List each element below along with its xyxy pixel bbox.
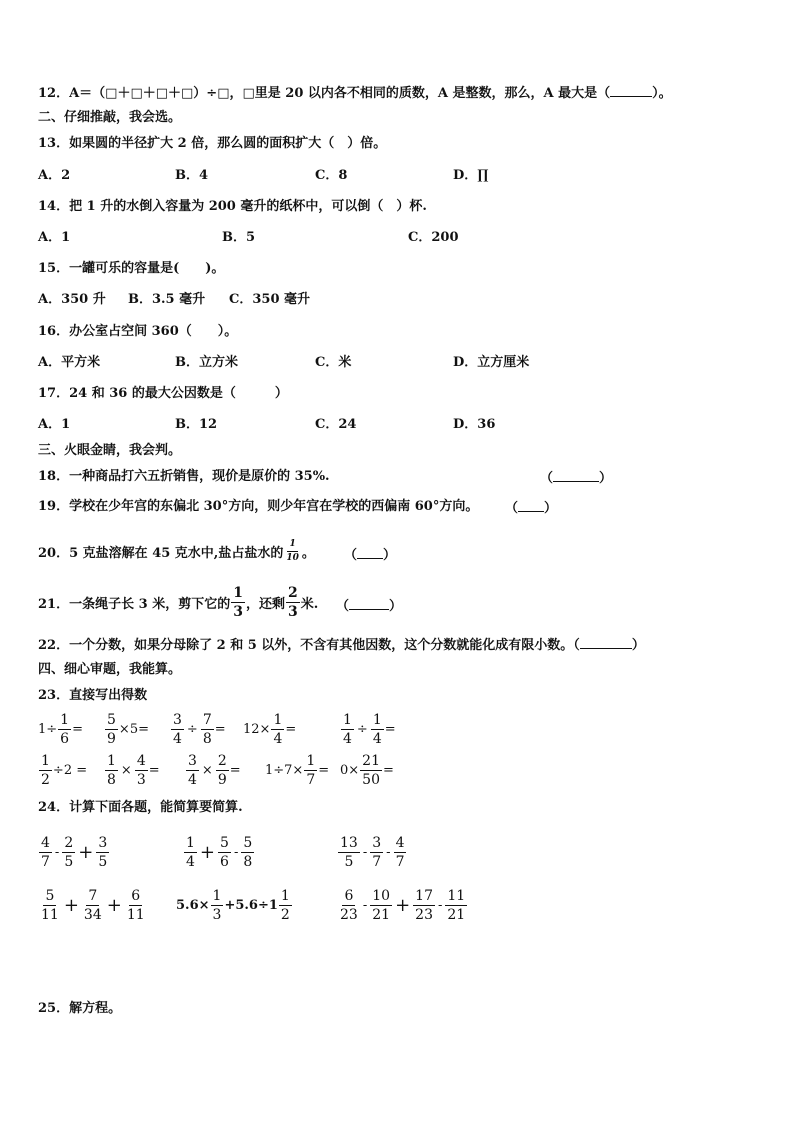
- numerator: 1: [233, 585, 243, 601]
- expr-text: 5.6×: [176, 898, 210, 913]
- numerator: 2: [287, 585, 298, 601]
- numerator: 5: [45, 888, 55, 904]
- expr-text: =: [214, 722, 226, 737]
- fraction: [445, 889, 467, 922]
- operator: ×: [120, 763, 132, 778]
- denominator: 4: [372, 731, 382, 747]
- fraction: [370, 836, 383, 869]
- numerator: 6: [131, 888, 141, 904]
- denominator: 34: [83, 907, 102, 923]
- fraction: [284, 540, 301, 563]
- denominator: 50: [362, 772, 380, 788]
- question-12-end: ）。: [652, 86, 672, 101]
- option-c[interactable]: C．24: [315, 417, 357, 432]
- denominator: 2: [280, 907, 290, 923]
- denominator: 3: [136, 772, 146, 788]
- denominator: 4: [173, 731, 182, 747]
- numerator: 13: [340, 835, 358, 851]
- question-15: 15．一罐可乐的容量是( )。: [38, 261, 225, 276]
- section-3-heading: 三、火眼金睛，我会判。: [38, 443, 182, 458]
- numerator: 7: [202, 712, 212, 728]
- denominator: 4: [343, 731, 352, 747]
- question-12-text: 12．A＝（□＋□＋□＋□）÷□，□里是 20 以内各不相同的质数，A 是整数，那么，A 最大是（: [38, 86, 611, 101]
- expr-text: =: [318, 763, 330, 778]
- calc-expression: [243, 713, 296, 746]
- fraction: [105, 754, 118, 787]
- fraction: [241, 836, 254, 869]
- calc-expression: [176, 889, 293, 922]
- paren-left: （: [336, 599, 350, 614]
- calc-expression: [104, 754, 160, 787]
- fraction: [82, 889, 104, 922]
- expr-text: 12×: [243, 722, 271, 737]
- numerator: 1: [212, 888, 222, 904]
- numerator: 1: [343, 712, 352, 728]
- option-a[interactable]: A．1: [38, 417, 71, 432]
- numerator: 4: [395, 835, 405, 851]
- question-14: 14．把 1 升的水倒入容量为 200 毫升的纸杯中，可以倒（ ）杯.: [38, 199, 427, 214]
- calc-expression: [340, 754, 394, 787]
- denominator: 23: [415, 907, 433, 923]
- denominator: 3: [287, 604, 298, 620]
- paren-left: （: [573, 638, 580, 653]
- denominator: 7: [395, 854, 405, 870]
- fraction: [186, 754, 199, 787]
- denominator: 21: [447, 907, 466, 923]
- calc-expression: [38, 754, 87, 787]
- expr-text: 1÷7×: [265, 763, 304, 778]
- fraction: [231, 586, 245, 619]
- numerator: 11: [447, 888, 466, 904]
- expr-text: =: [72, 722, 83, 737]
- denominator: 23: [340, 907, 358, 923]
- paren-left: （: [540, 471, 554, 486]
- numerator: 3: [372, 835, 382, 851]
- fraction: [96, 836, 109, 869]
- fraction: [271, 713, 284, 746]
- calc-expression: [38, 836, 110, 869]
- fraction: [125, 889, 147, 922]
- calc-expression: [104, 713, 149, 746]
- numerator: 1: [287, 540, 297, 552]
- numerator: 3: [98, 835, 108, 851]
- expr-text: ÷2 =: [52, 763, 88, 778]
- denominator: 2: [41, 772, 50, 788]
- question-25: 25．解方程。: [38, 1001, 122, 1016]
- fraction: [184, 836, 197, 869]
- calc-expression: [38, 889, 148, 922]
- fraction: [338, 889, 360, 922]
- paren-right: ）: [631, 638, 645, 653]
- fraction: [371, 713, 384, 746]
- fraction: [286, 586, 300, 619]
- fraction: [413, 889, 435, 922]
- denominator: 11: [126, 907, 145, 923]
- denominator: 7: [41, 854, 50, 870]
- fraction: [105, 713, 118, 746]
- numerator: 1: [306, 753, 316, 769]
- numerator: 1: [186, 835, 195, 851]
- fraction: [338, 836, 360, 869]
- option-c[interactable]: C．8: [315, 168, 348, 183]
- section-2-heading: 二、仔细推敲，我会选。: [38, 110, 182, 125]
- numerator: 6: [344, 888, 354, 904]
- operator: +: [106, 895, 122, 916]
- option-d[interactable]: D．∏: [453, 168, 489, 183]
- denominator: 11: [41, 907, 59, 923]
- operator: -: [386, 845, 391, 860]
- denominator: 9: [217, 772, 227, 788]
- paren-right: ）: [383, 548, 397, 563]
- option-b[interactable]: B．5: [222, 230, 256, 245]
- question-12: [38, 84, 672, 102]
- denominator: 21: [372, 907, 391, 923]
- expr-text: =: [148, 763, 160, 778]
- answer-paren[interactable]: [505, 499, 557, 517]
- fraction: [341, 713, 354, 746]
- numerator: 1: [273, 712, 283, 728]
- expr-text: 0×: [340, 763, 360, 778]
- numerator: 2: [217, 753, 227, 769]
- expr-text: =: [384, 722, 396, 737]
- question-23: 23．直接写出得数: [38, 688, 148, 703]
- fraction: [171, 713, 184, 746]
- question-19: 19．学校在少年宫的东偏北 30°方向，则少年宫在学校的西偏南 60°方向。: [38, 499, 479, 514]
- denominator: 7: [306, 772, 316, 788]
- numerator: 4: [136, 753, 146, 769]
- numerator: 1: [60, 712, 70, 728]
- denominator: 8: [243, 854, 253, 870]
- calc-expression: [183, 836, 255, 869]
- denominator: 9: [107, 731, 116, 747]
- denominator: 6: [220, 854, 229, 870]
- option-d[interactable]: D．立方厘米: [453, 355, 530, 370]
- option-b[interactable]: B．12: [175, 417, 218, 432]
- numerator: 5: [243, 835, 253, 851]
- operator: ÷: [186, 722, 198, 737]
- expr-text: =: [383, 763, 394, 778]
- answer-blank[interactable]: [349, 597, 389, 610]
- question-24: 24．计算下面各题，能简算要简算.: [38, 800, 243, 815]
- fraction: [39, 754, 52, 787]
- question-21-text: ，还剩: [245, 597, 285, 612]
- denominator: 5: [344, 854, 354, 870]
- question-18: 18．一种商品打六五折销售，现价是原价的 35%.: [38, 469, 330, 484]
- question-21-text: 米.: [300, 597, 319, 612]
- question-20-text: 20．5 克盐溶解在 45 克水中,盐占盐水的: [38, 546, 284, 561]
- question-22-text: 22．一个分数，如果分母除了 2 和 5 以外，不含有其他因数，这个分数就能化成有限小数。: [38, 638, 574, 653]
- numerator: 2: [64, 835, 74, 851]
- operator: -: [54, 845, 60, 860]
- question-20: [38, 540, 315, 563]
- numerator: 5: [220, 835, 229, 851]
- fraction: [201, 713, 214, 746]
- answer-blank[interactable]: [518, 499, 544, 512]
- denominator: 5: [98, 854, 108, 870]
- fraction: [304, 754, 317, 787]
- numerator: 1: [280, 888, 290, 904]
- answer-paren[interactable]: [344, 546, 396, 564]
- fraction: [360, 754, 382, 787]
- option-b[interactable]: B．3.5 毫升: [128, 292, 206, 307]
- operator: +: [63, 895, 79, 916]
- calc-expression: [185, 754, 241, 787]
- option-a[interactable]: A．平方米: [38, 355, 101, 370]
- question-17: 17．24 和 36 的最大公因数是（ ）: [38, 386, 288, 401]
- expr-text: ×5=: [118, 722, 149, 737]
- operator: -: [437, 898, 443, 913]
- denominator: 4: [186, 854, 195, 870]
- numerator: 1: [107, 753, 116, 769]
- operator: -: [362, 845, 368, 860]
- expr-text: =: [285, 722, 297, 737]
- operator: +: [395, 895, 411, 916]
- option-a[interactable]: A．350 升: [38, 292, 106, 307]
- operator: -: [233, 845, 239, 860]
- option-b[interactable]: B．4: [175, 168, 209, 183]
- numerator: 10: [372, 888, 391, 904]
- calc-expression: [337, 836, 407, 869]
- operator: ×: [201, 763, 213, 778]
- fraction: [58, 713, 71, 746]
- option-c[interactable]: C．350 毫升: [229, 292, 311, 307]
- fraction: [39, 889, 61, 922]
- operator: +: [78, 842, 94, 863]
- fraction: [394, 836, 407, 869]
- option-b[interactable]: B．立方米: [175, 355, 238, 370]
- denominator: 3: [233, 604, 243, 620]
- denominator: 4: [273, 731, 283, 747]
- paren-right: ）: [544, 501, 558, 516]
- numerator: 3: [173, 712, 182, 728]
- expr-text: +5.6÷1: [224, 898, 278, 913]
- question-21: [38, 586, 318, 619]
- calc-expression: [170, 713, 226, 746]
- option-c[interactable]: C．米: [315, 355, 352, 370]
- calc-expression: [265, 754, 329, 787]
- option-d[interactable]: D．36: [453, 417, 496, 432]
- paren-left: （: [344, 548, 358, 563]
- denominator: 8: [202, 731, 212, 747]
- numerator: 21: [362, 753, 380, 769]
- fraction: [135, 754, 148, 787]
- numerator: 3: [188, 753, 197, 769]
- numerator: 1: [41, 753, 50, 769]
- numerator: 17: [415, 888, 433, 904]
- answer-blank[interactable]: [357, 546, 383, 559]
- denominator: 3: [212, 907, 222, 923]
- denominator: 10: [286, 553, 299, 563]
- expr-text: 1÷: [38, 722, 58, 737]
- option-a[interactable]: A．1: [38, 230, 71, 245]
- paren-right: ）: [389, 599, 403, 614]
- denominator: 7: [372, 854, 382, 870]
- answer-blank[interactable]: [553, 469, 599, 482]
- paren-right: ）: [599, 471, 613, 486]
- paren-left: （: [505, 501, 519, 516]
- fraction: [218, 836, 231, 869]
- fraction: [39, 836, 52, 869]
- denominator: 6: [60, 731, 70, 747]
- question-21-text: 21．一条绳子长 3 米，剪下它的: [38, 597, 231, 612]
- denominator: 5: [64, 854, 74, 870]
- section-4-heading: 四、细心审题，我能算。: [38, 662, 182, 677]
- question-20-end: 。: [301, 546, 315, 561]
- fraction: [62, 836, 75, 869]
- question-16: 16．办公室占空间 360（ ）。: [38, 324, 238, 339]
- question-22: [38, 636, 645, 654]
- operator: ÷: [356, 722, 368, 737]
- fraction: [216, 754, 229, 787]
- denominator: 8: [107, 772, 116, 788]
- expr-text: =: [229, 763, 241, 778]
- fraction: [211, 889, 224, 922]
- answer-paren[interactable]: [540, 469, 612, 487]
- answer-blank[interactable]: [610, 84, 652, 97]
- numerator: 7: [88, 888, 98, 904]
- calc-expression: [340, 713, 396, 746]
- numerator: 4: [41, 835, 50, 851]
- fraction: [370, 889, 392, 922]
- question-13: 13．如果圆的半径扩大 2 倍，那么圆的面积扩大（ ）倍。: [38, 136, 387, 151]
- answer-paren[interactable]: [336, 597, 402, 615]
- numerator: 1: [372, 712, 382, 728]
- calc-expression: [337, 889, 468, 922]
- option-c[interactable]: C．200: [408, 230, 459, 245]
- operator: +: [199, 842, 216, 863]
- fraction: [279, 889, 292, 922]
- operator: -: [362, 898, 368, 913]
- answer-blank[interactable]: [580, 636, 632, 649]
- option-a[interactable]: A．2: [38, 168, 71, 183]
- denominator: 4: [188, 772, 197, 788]
- calc-expression: [38, 713, 83, 746]
- numerator: 5: [107, 712, 116, 728]
